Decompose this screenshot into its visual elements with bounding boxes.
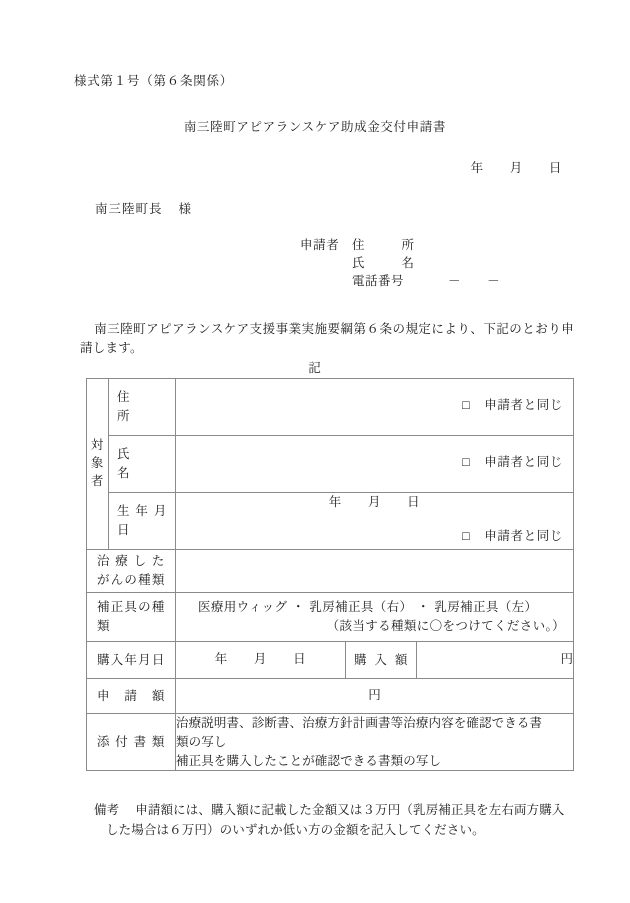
attachment-line-1: 治療説明書、診断書、治療方針計画書等治療内容を確認できる書 <box>176 716 543 730</box>
row-label-application-amount-text: 申請額 <box>97 688 165 703</box>
appliance-option-wig[interactable]: 医療用ウィッグ <box>198 599 288 614</box>
row-label-attachments-text: 添付書類 <box>97 734 165 749</box>
field-subject-birthdate[interactable] <box>176 493 574 550</box>
issue-date-line <box>471 159 562 178</box>
addressee-name: 南三陸町長 <box>95 202 163 216</box>
checkbox-label: 申請者と同じ <box>484 397 564 412</box>
row-label-purchase-amount-text: 購入額 <box>354 652 408 667</box>
birthdate-month-label: 月 <box>367 495 382 510</box>
applicant-block <box>300 236 500 290</box>
field-subject-name[interactable] <box>176 436 574 493</box>
subject-group-label <box>87 379 109 550</box>
tel-dash-1: － <box>448 274 462 288</box>
table-row-cancer-type <box>87 550 574 593</box>
purchase-date-ymd <box>215 652 306 666</box>
checkbox-icon[interactable]: □ <box>462 454 471 469</box>
appliance-options[interactable] <box>176 598 573 617</box>
row-label-purchase-date-text: 購入年月日 <box>97 652 165 667</box>
row-label-cancer-type-line2: がんの種類 <box>97 573 165 587</box>
checkbox-label: 申請者と同じ <box>484 528 564 543</box>
birthdate-day-label: 日 <box>407 495 421 510</box>
footer-note <box>80 800 580 840</box>
footer-note-label: 備考 <box>94 803 120 817</box>
tel-dash-2: － <box>487 274 501 288</box>
footer-note-line-2: した場合は６万円）のいずれか低い方の金額を記入してください。 <box>106 823 485 837</box>
applicant-name-label-a: 氏 <box>352 256 365 270</box>
birthdate-ymd <box>329 495 420 509</box>
row-label-appliance-type <box>87 593 176 642</box>
field-purchase-date[interactable] <box>176 642 346 679</box>
applicant-tel-dashes <box>448 272 500 291</box>
purchase-amount-unit: 円 <box>560 652 574 667</box>
date-month-label: 月 <box>509 161 523 175</box>
appliance-instruction: （該当する種類に〇をつけてください。） <box>326 619 566 633</box>
row-label-name <box>109 436 176 493</box>
row-label-birthdate-text: 生年月日 <box>117 504 167 537</box>
subject-label-char-2: 象 <box>90 456 105 471</box>
row-label-address <box>109 379 176 436</box>
applicant-address-row <box>300 236 500 254</box>
appliance-option-breast-right[interactable]: 乳房補正具（右） <box>309 599 413 614</box>
body-paragraph <box>80 320 574 359</box>
row-label-birthdate <box>109 493 176 550</box>
purchase-date-day-label: 日 <box>293 652 307 667</box>
row-label-cancer-type-line1: 治療した <box>97 554 165 569</box>
appliance-separator-1: ・ <box>291 599 305 614</box>
checkbox-same-as-applicant-address[interactable] <box>176 396 573 418</box>
field-appliance-type[interactable] <box>176 593 574 642</box>
checkbox-same-as-applicant-birthdate[interactable] <box>176 527 573 549</box>
field-subject-address[interactable] <box>176 379 574 436</box>
applicant-name-label-b: 名 <box>401 256 414 270</box>
field-cancer-type[interactable] <box>176 550 574 593</box>
table-row-appliance-type <box>87 593 574 642</box>
row-label-purchase-amount <box>346 642 417 679</box>
checkbox-same-as-applicant-name[interactable] <box>176 453 573 475</box>
applicant-name-row <box>300 254 500 272</box>
date-year-label: 年 <box>470 161 484 175</box>
row-label-address-text: 住 所 <box>117 390 157 423</box>
applicant-tel-row <box>300 272 500 290</box>
subject-label-char-1: 対 <box>90 438 105 453</box>
field-application-amount[interactable] <box>176 679 574 714</box>
applicant-tel-label: 電話番号 <box>352 274 405 288</box>
appliance-option-breast-left[interactable]: 乳房補正具（左） <box>434 599 538 614</box>
birthdate-year-label: 年 <box>328 495 342 510</box>
table-row-application-amount <box>87 679 574 714</box>
attachment-line-2: 類の写し <box>176 734 227 749</box>
field-attachments <box>176 714 574 771</box>
applicant-address-label-a: 住 <box>352 238 365 252</box>
table-row-attachments <box>87 714 574 771</box>
ki-heading: 記 <box>308 361 322 375</box>
appliance-separator-2: ・ <box>416 599 430 614</box>
row-label-appliance-type-text: 補正具の種類 <box>97 600 165 633</box>
table-row-name <box>87 436 574 493</box>
page-title: 南三陸町アピアランスケア助成金交付申請書 <box>183 120 447 134</box>
purchase-date-year-label: 年 <box>214 652 228 667</box>
form-number: 様式第１号（第６条関係） <box>74 74 234 88</box>
row-label-application-amount <box>87 679 176 714</box>
addressee-honorific: 様 <box>178 202 193 216</box>
table-row-address <box>87 379 574 436</box>
row-label-name-text: 氏 名 <box>117 447 157 480</box>
row-label-purchase-date <box>87 642 176 679</box>
addressee <box>95 200 192 219</box>
subject-label-char-3: 者 <box>90 473 105 488</box>
date-day-label: 日 <box>548 161 562 175</box>
footer-note-line-1: 申請額には、購入額に記載した金額又は３万円（乳房補正具を左右両方購入 <box>135 803 565 817</box>
checkbox-icon[interactable]: □ <box>462 397 471 412</box>
application-table <box>86 378 574 771</box>
purchase-date-month-label: 月 <box>253 652 268 667</box>
checkbox-label: 申請者と同じ <box>484 454 564 469</box>
applicant-label: 申請者 <box>300 238 340 252</box>
attachment-line-3: 補正具を購入したことが確認できる書類の写し <box>176 753 442 768</box>
body-paragraph-text: 南三陸町アピアランスケア支援事業実施要綱第６条の規定により、下記のとおり申請します。 <box>80 322 574 356</box>
table-row-birthdate <box>87 493 574 550</box>
row-label-cancer-type <box>87 550 176 593</box>
field-purchase-amount[interactable] <box>417 642 574 679</box>
checkbox-icon[interactable]: □ <box>462 528 471 543</box>
applicant-name-label <box>352 254 414 273</box>
table-row-purchase <box>87 642 574 679</box>
applicant-address-label-b: 所 <box>401 238 414 252</box>
application-amount-unit: 円 <box>368 688 381 703</box>
birthdate-placeholder <box>176 493 573 526</box>
applicant-address-label <box>352 236 414 255</box>
row-label-attachments <box>87 714 176 771</box>
